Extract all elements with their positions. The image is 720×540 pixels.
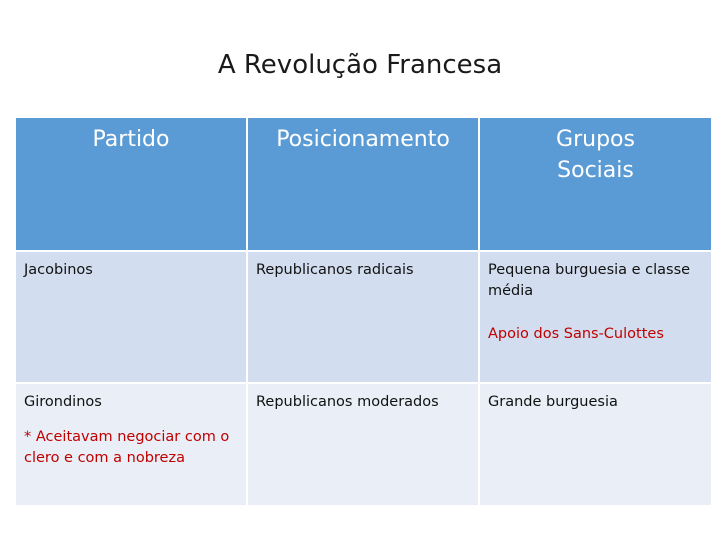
table-header-row	[15, 117, 712, 251]
party-note: * Aceitavam negociar com o clero e com a nobreza	[24, 429, 230, 466]
header-partido: Partido	[15, 117, 247, 251]
table-row	[15, 383, 712, 506]
slide-title: A Revolução Francesa	[217, 50, 503, 80]
parties-table	[14, 116, 713, 507]
table-row	[15, 251, 712, 383]
groups-text: Pequena burguesia e classe média	[488, 262, 691, 299]
party-name: Girondinos	[24, 394, 102, 410]
cell-partido	[15, 383, 247, 506]
header-posicionamento: Posicionamento	[247, 117, 479, 251]
cell-grupos	[479, 251, 712, 383]
header-grupos-sociais: Grupos Sociais	[479, 117, 712, 251]
party-name: Jacobinos	[24, 262, 93, 278]
cell-posicionamento	[247, 383, 479, 506]
position-text: Republicanos radicais	[256, 262, 414, 278]
groups-note: Apoio dos Sans-Culottes	[488, 326, 664, 342]
groups-text: Grande burguesia	[488, 394, 618, 410]
cell-posicionamento	[247, 251, 479, 383]
cell-partido	[15, 251, 247, 383]
cell-grupos	[479, 383, 712, 506]
position-text: Republicanos moderados	[256, 394, 439, 410]
